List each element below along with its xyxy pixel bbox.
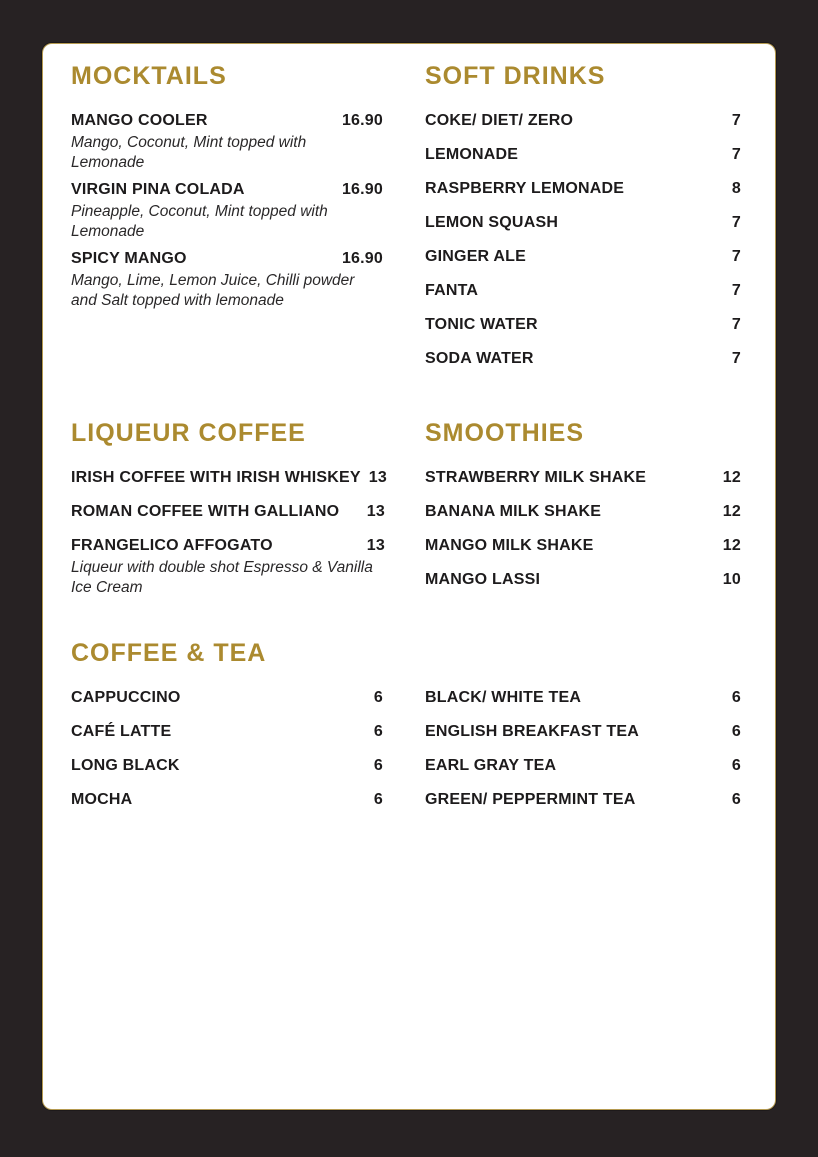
item-price: 16.90	[341, 181, 383, 198]
menu-item-earl-gray-tea	[425, 758, 741, 774]
menu-item-mocha	[71, 792, 383, 808]
item-name: CAFÉ LATTE	[71, 723, 172, 740]
section-title-liqueur-coffee: LIQUEUR COFFEE	[71, 419, 306, 447]
item-price: 16.90	[341, 250, 383, 267]
item-price: 7	[731, 316, 741, 333]
item-name: TONIC WATER	[425, 316, 538, 333]
menu-item-banana-milkshake	[425, 504, 741, 520]
item-name: CAPPUCCINO	[71, 689, 181, 706]
menu-item-strawberry-milkshake	[425, 470, 741, 486]
item-name: SPICY MANGO	[71, 250, 187, 267]
item-name: VIRGIN PINA COLADA	[71, 181, 245, 198]
item-price: 6	[373, 791, 383, 808]
item-price: 7	[731, 282, 741, 299]
item-price: 7	[731, 146, 741, 163]
item-name: GINGER ALE	[425, 248, 526, 265]
item-name: LEMONADE	[425, 146, 519, 163]
item-name: SODA WATER	[425, 350, 534, 367]
menu-item-raspberry-lemonade	[425, 181, 741, 197]
item-name: FRANGELICO AFFOGATO	[71, 537, 273, 554]
item-price: 6	[373, 689, 383, 706]
item-price: 12	[722, 503, 741, 520]
item-name: BANANA MILK SHAKE	[425, 503, 602, 520]
item-name: LONG BLACK	[71, 757, 180, 774]
item-name: COKE/ DIET/ ZERO	[425, 112, 574, 129]
menu-item-mango-lassi	[425, 572, 741, 588]
item-name: GREEN/ PEPPERMINT TEA	[425, 791, 636, 808]
item-name: MANGO COOLER	[71, 112, 208, 129]
item-name: BLACK/ WHITE TEA	[425, 689, 582, 706]
menu-item-virgin-pina-colada	[71, 182, 383, 241]
item-price: 8	[731, 180, 741, 197]
item-name: MANGO MILK SHAKE	[425, 537, 594, 554]
item-name: FANTA	[425, 282, 479, 299]
section-title-smoothies: SMOOTHIES	[425, 419, 585, 447]
menu-item-fanta	[425, 283, 741, 299]
menu-item-mango-cooler	[71, 113, 383, 172]
section-title-soft-drinks: SOFT DRINKS	[425, 62, 606, 90]
menu-item-lemonade	[425, 147, 741, 163]
section-title-coffee-tea: COFFEE & TEA	[71, 639, 267, 667]
item-price: 16.90	[341, 112, 383, 129]
item-price: 6	[731, 689, 741, 706]
menu-item-ginger-ale	[425, 249, 741, 265]
item-name: IRISH COFFEE WITH IRISH WHISKEY	[71, 469, 361, 486]
section-mocktails	[71, 64, 383, 320]
item-price: 7	[731, 350, 741, 367]
item-name: LEMON SQUASH	[425, 214, 559, 231]
menu-item-long-black	[71, 758, 383, 774]
item-price: 6	[731, 791, 741, 808]
item-price: 6	[731, 723, 741, 740]
item-description: Mango, Coconut, Mint topped with Lemonade	[71, 134, 307, 171]
menu-item-mango-milkshake	[425, 538, 741, 554]
item-price: 7	[731, 248, 741, 265]
section-liqueur-coffee	[71, 421, 385, 607]
menu-item-black-white-tea	[425, 690, 741, 706]
item-price: 6	[373, 757, 383, 774]
menu-item-cappuccino	[71, 690, 383, 706]
menu-item-cafe-latte	[71, 724, 383, 740]
item-description: Pineapple, Coconut, Mint topped with Lemonade	[71, 203, 328, 240]
item-price: 6	[731, 757, 741, 774]
menu-item-irish-coffee	[71, 470, 385, 486]
item-price: 12	[722, 469, 741, 486]
item-name: ENGLISH BREAKFAST TEA	[425, 723, 639, 740]
menu-item-tonic-water	[425, 317, 741, 333]
item-price: 13	[366, 537, 385, 554]
item-name: MOCHA	[71, 791, 133, 808]
section-title-mocktails: MOCKTAILS	[71, 62, 227, 90]
item-price: 12	[722, 537, 741, 554]
item-price: 7	[731, 112, 741, 129]
item-price: 6	[373, 723, 383, 740]
menu-item-frangelico-affogato	[71, 538, 385, 597]
section-coffee-tea	[71, 641, 741, 826]
item-name: MANGO LASSI	[425, 571, 541, 588]
item-description: Mango, Lime, Lemon Juice, Chilli powder and Salt topped with lemonade	[71, 272, 355, 309]
item-price: 13	[368, 469, 387, 486]
item-price: 7	[731, 214, 741, 231]
item-description: Liqueur with double shot Espresso & Vanilla Ice Cream	[71, 559, 373, 596]
menu-item-lemon-squash	[425, 215, 741, 231]
coffee-column	[71, 690, 383, 826]
menu-item-soda-water	[425, 351, 741, 367]
menu-item-english-breakfast-tea	[425, 724, 741, 740]
menu-card	[42, 43, 776, 1110]
menu-item-spicy-mango	[71, 251, 383, 310]
item-price: 13	[366, 503, 385, 520]
item-name: ROMAN COFFEE WITH GALLIANO	[71, 503, 340, 520]
section-smoothies	[425, 421, 741, 606]
item-name: STRAWBERRY MILK SHAKE	[425, 469, 647, 486]
menu-item-coke	[425, 113, 741, 129]
menu-item-roman-coffee	[71, 504, 385, 520]
item-name: EARL GRAY TEA	[425, 757, 557, 774]
menu-item-green-peppermint-tea	[425, 792, 741, 808]
item-price: 10	[722, 571, 741, 588]
section-soft-drinks	[425, 64, 741, 385]
tea-column	[425, 690, 741, 826]
item-name: RASPBERRY LEMONADE	[425, 180, 625, 197]
